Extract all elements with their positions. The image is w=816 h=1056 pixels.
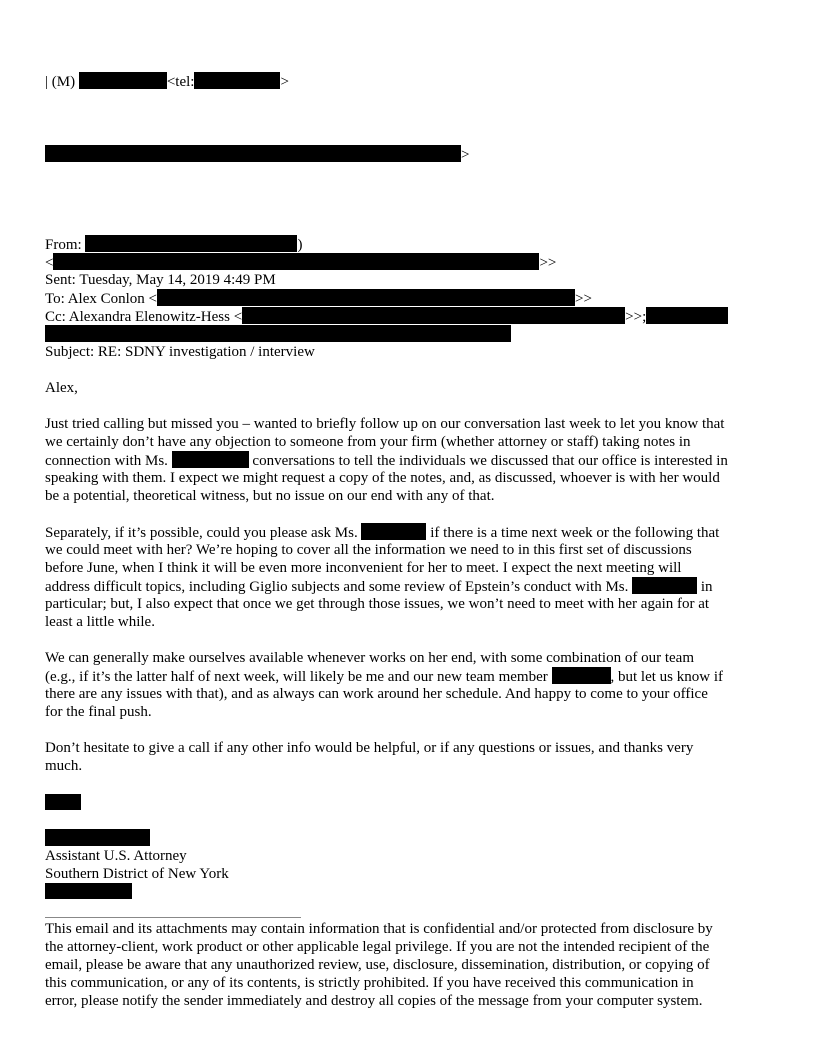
redaction-block — [172, 451, 249, 468]
text-line: we certainly don’t have any objection to someone from your firm (whether attorney or staff) taking notes in — [45, 434, 691, 450]
subject-line: Subject: RE: SDNY investigation / interview — [45, 344, 315, 360]
text-line: we could meet with her? We’re hoping to cover all the information we need to in this first set of discussions — [45, 542, 692, 558]
text-segment: if there is a time next week or the following that — [430, 525, 720, 541]
text-line — [45, 523, 785, 541]
body-paragraph-1 — [45, 415, 785, 505]
redaction-block — [53, 253, 539, 270]
to-line — [45, 289, 728, 307]
redaction-block — [79, 72, 167, 89]
text-segment: , but let us know if — [610, 669, 723, 685]
text-line: be a potential, theoretical witness, but no issue on our end with any of that. — [45, 488, 495, 504]
cc-close: >>; — [625, 309, 647, 325]
redaction-block — [157, 289, 575, 306]
from-close: ) — [297, 237, 303, 253]
signature-name-redaction — [45, 794, 81, 810]
disclaimer-separator — [45, 917, 301, 918]
text-line: error, please notify the sender immediately and destroy all copies of the message from your computer system. — [45, 993, 703, 1009]
text-line: This email and its attachments may contain information that is confidential and/or protected from disclosure by — [45, 921, 713, 937]
redaction-block — [361, 523, 426, 540]
link-suffix: > — [461, 147, 470, 163]
phone-prefix: | (M) — [45, 74, 76, 90]
text-line: email, please be aware that any unauthorized review, use, disclosure, dissemination, distribution, or copying of — [45, 957, 710, 973]
signature-phone-redaction — [45, 883, 132, 899]
redaction-block — [85, 235, 297, 252]
from-email-line — [45, 253, 728, 271]
redaction-block — [242, 307, 625, 324]
text-line: We can generally make ourselves available whenever works on her end, with some combination of our team — [45, 650, 694, 666]
text-segment: (e.g., if it’s the latter half of next week, will likely be me and our new team member — [45, 669, 548, 685]
cc-label: Cc: Alexandra Elenowitz-Hess < — [45, 309, 243, 325]
redaction-block — [194, 72, 280, 89]
tel-label: <tel: — [166, 74, 195, 90]
text-line: Just tried calling but missed you – wanted to briefly follow up on our conversation last week to let you know that — [45, 416, 725, 432]
text-segment: connection with Ms. — [45, 453, 168, 469]
text-line: there are any issues with that), and as always can work around her schedule. And happy to come to your office — [45, 686, 708, 702]
email-header — [45, 235, 728, 361]
text-segment: Separately, if it’s possible, could you please ask Ms. — [45, 525, 358, 541]
text-line: for the final push. — [45, 704, 152, 720]
cc-continued-line — [45, 325, 728, 343]
text-line: much. — [45, 758, 83, 774]
text-line: least a little while. — [45, 614, 155, 630]
redaction-block — [632, 577, 697, 594]
redaction-block — [552, 667, 611, 684]
to-label: To: Alex Conlon < — [45, 291, 157, 307]
email-open: < — [45, 255, 54, 271]
text-line — [45, 667, 785, 685]
redacted-link-line — [45, 145, 469, 164]
text-line: before June, when I think it will be even more inconvenient for her to meet. I expect the next meeting will — [45, 560, 682, 576]
text-line: the attorney-client, work product or other applicable legal privilege. If you are not the intended recipient of the — [45, 939, 710, 955]
redaction-block — [45, 325, 511, 342]
body-paragraph-3 — [45, 649, 785, 721]
redaction-block — [646, 307, 728, 324]
text-segment: in — [700, 579, 713, 595]
text-line: Don’t hesitate to give a call if any other info would be helpful, or if any questions or issues, and thanks very — [45, 740, 694, 756]
greeting: Alex, — [45, 380, 78, 396]
text-segment: conversations to tell the individuals we discussed that our office is interested in — [252, 453, 728, 469]
phone-line — [45, 72, 289, 91]
body-paragraph-4 — [45, 739, 785, 775]
text-segment: address difficult topics, including Giglio subjects and some review of Epstein’s conduct with Ms. — [45, 579, 629, 595]
text-line — [45, 577, 785, 595]
text-line: this communication, or any of its contents, is strictly prohibited. If you have received this communication in — [45, 975, 694, 991]
signature-title: Assistant U.S. Attorney — [45, 848, 187, 864]
from-line — [45, 235, 728, 253]
cc-line — [45, 307, 728, 325]
text-line: particular; but, I also expect that once we get through those issues, we won’t need to meet with her again for at — [45, 596, 710, 612]
tel-suffix: > — [280, 74, 289, 90]
signature-fullname-redaction — [45, 829, 150, 846]
text-line: speaking with them. I expect we might request a copy of the notes, and, as discussed, whoever is with her would — [45, 470, 720, 486]
from-label: From: — [45, 237, 82, 253]
email-close: >> — [539, 255, 557, 271]
sent-line: Sent: Tuesday, May 14, 2019 4:49 PM — [45, 272, 276, 288]
signature-office: Southern District of New York — [45, 866, 229, 882]
body-paragraph-2 — [45, 523, 785, 631]
text-line — [45, 451, 785, 469]
redaction-block — [45, 145, 461, 162]
to-close: >> — [575, 291, 592, 307]
confidentiality-disclaimer — [45, 920, 785, 1010]
